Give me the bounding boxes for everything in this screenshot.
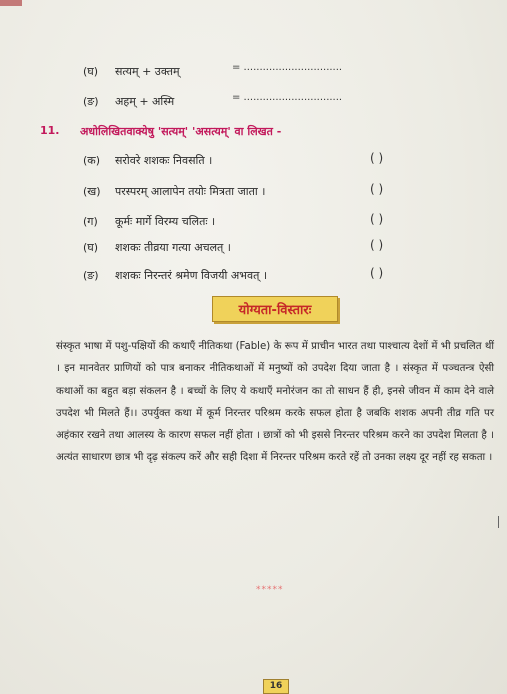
item-text: सरोवरे शशकः निवसति । xyxy=(115,154,213,167)
margin-mark xyxy=(498,516,499,528)
question-number: 11. xyxy=(40,124,60,137)
item-label: (क) xyxy=(83,154,101,167)
item-text: शशकः तीव्रया गत्या अचलत् । xyxy=(115,241,231,254)
question-text: अधोलिखितवाक्येषु 'सत्यम्' 'असत्यम्' वा लिखत - xyxy=(80,125,282,138)
answer-blank: = ............................... xyxy=(232,62,343,73)
page-number: 16 xyxy=(263,679,289,694)
section-heading: योग्यता-विस्तारः xyxy=(238,303,312,318)
item-label: (घ) xyxy=(83,65,99,78)
item-label: (घ) xyxy=(83,241,99,254)
item-label: (ङ) xyxy=(83,269,99,282)
item-label: (ग) xyxy=(83,215,98,228)
section-end-stars: ***** xyxy=(256,585,284,595)
answer-parentheses: ( ) xyxy=(370,151,384,165)
answer-parentheses: ( ) xyxy=(370,238,384,252)
answer-parentheses: ( ) xyxy=(370,266,384,280)
item-text: शशकः निरन्तरं श्रमेण विजयी अभवत् । xyxy=(115,269,268,282)
body-paragraph: संस्कृत भाषा में पशु-पक्षियों की कथाएँ नीतिकथा (Fable) के रूप में प्राचीन भारत तथा पाश्चात्य देशों में भी प्रचलित थीं । इन मानवेतर प्राणियों को पात्र बनाकर नीतिकथाओं में मनुष्यों को उपदेश दिया जाता है । संस्कृत में पञ्चतन्त्र ऐसी कथाओं का बहुत बड़ा संकलन है । बच्चों के लिए ये कथाएँ मनोरंजन का तो साधन हैं ही, इनसे जीवन में काम देने वाले उपदेश भी मिलते हैं।। उपर्युक्त कथा में कूर्म निरन्तर परिश्रम करके सफल होता है जबकि शशक अपनी तीव्र गति पर अहंकार रखने तथा आलस्य के कारण सफल नहीं होता । छात्रों को भी इससे निरन्तर परिश्रम करने का उपदेश मिलता है । अत्यंत साधारण छात्र भी दृढ़ संकल्प करें और सही दिशा में निरन्तर परिश्रम करते रहें तो उनका लक्ष्य दूर नहीं रह सकता । xyxy=(56,341,494,464)
item-text: कूर्मः मार्गे विरम्य चलितः । xyxy=(115,215,216,228)
answer-parentheses: ( ) xyxy=(370,182,384,196)
item-text: अहम् + अस्मि xyxy=(115,95,175,108)
top-edge-mark xyxy=(0,0,22,6)
item-label: (ङ) xyxy=(83,95,99,108)
item-text: सत्यम् + उक्तम् xyxy=(115,65,180,78)
answer-parentheses: ( ) xyxy=(370,212,384,226)
item-text: परस्परम् आलापेन तयोः मित्रता जाता । xyxy=(115,185,266,198)
item-label: (ख) xyxy=(83,185,101,198)
section-heading-box xyxy=(212,296,338,322)
answer-blank: = ............................... xyxy=(232,92,343,103)
